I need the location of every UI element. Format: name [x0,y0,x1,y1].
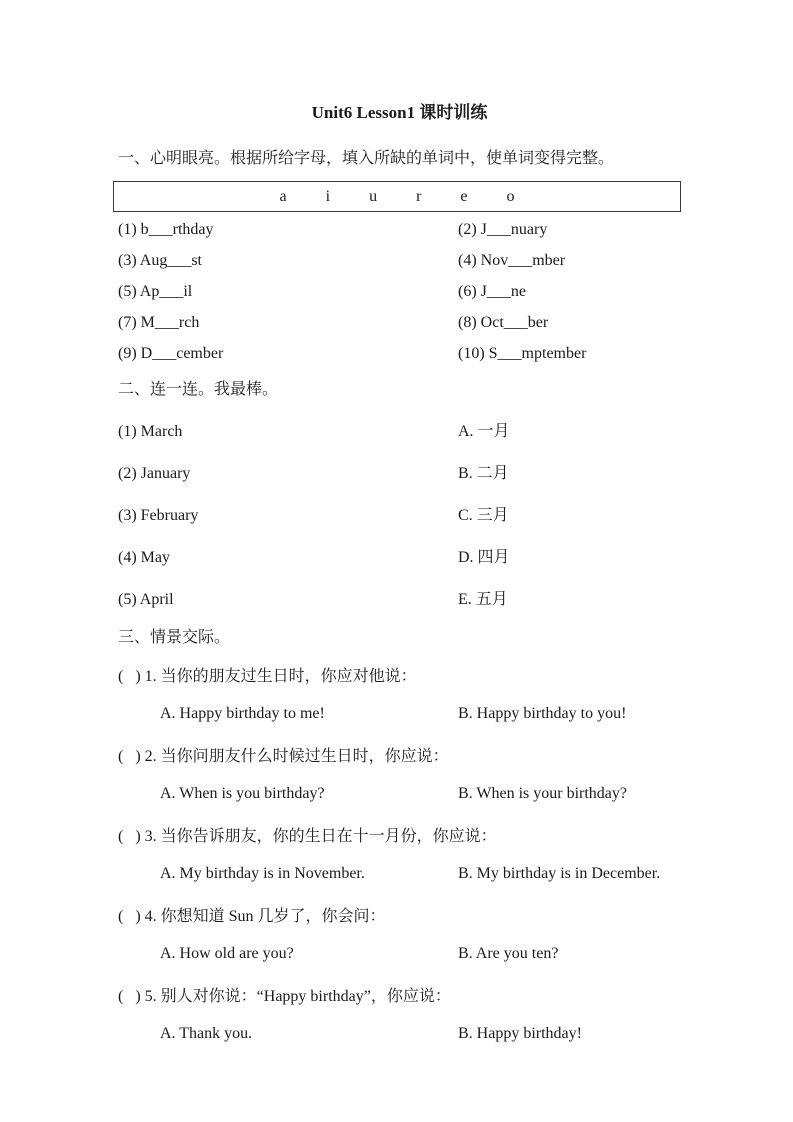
dialogue-question-list [118,668,681,1042]
fill-in-item: (4) Nov___mber [458,252,566,269]
question-2: ( ) 2. 当你问朋友什么时候过生日时，你应说： [118,748,449,765]
fill-in-row [118,222,681,238]
section3-heading: 三、情景交际。 [118,629,231,646]
matching-right: B. 二月 [458,465,509,482]
fill-in-item: (7) M___rch [118,314,200,331]
matching-right: C. 三月 [458,507,509,524]
question-2-options [118,785,681,802]
fill-in-row [118,315,681,331]
section1-heading: 一、心明眼亮。根据所给字母，填入所缺的单词中，使单词变得完整。 [118,150,615,167]
matching-row [118,591,681,608]
matching-left: (2) January [118,465,191,482]
matching-row [118,423,681,440]
option-a: A. Happy birthday to me! [160,705,325,722]
letter-bank-item: a [279,187,287,205]
option-a: A. When is you birthday? [160,785,325,802]
matching-list [118,423,681,608]
letter-bank-item: u [369,187,378,205]
page-title: Unit6 Lesson1 课时训练 [311,103,488,122]
letter-bank [113,181,681,212]
option-b: B. When is your birthday? [458,785,628,802]
matching-right: E. 五月 [458,591,508,608]
matching-left: (4) May [118,549,170,566]
fill-in-item: (1) b___rthday [118,221,214,238]
question-4: ( ) 4. 你想知道 Sun 几岁了，你会问： [118,908,386,925]
option-b: B. My birthday is in December. [458,865,661,882]
matching-right: A. 一月 [458,423,510,440]
letter-bank-item: e [460,187,468,205]
option-a: A. My birthday is in November. [160,865,365,882]
question-5: ( ) 5. 别人对你说：“Happy birthday”，你应说： [118,988,451,1005]
option-b: B. Happy birthday! [458,1025,582,1042]
matching-left: (1) March [118,423,183,440]
question-3-options [118,865,681,882]
fill-in-row [118,253,681,269]
question-5-options [118,1025,681,1042]
fill-in-item: (5) Ap___il [118,283,193,300]
section2-heading: 二、连一连。我最棒。 [118,381,279,398]
matching-row [118,507,681,524]
fill-in-item: (10) S___mptember [458,345,587,362]
matching-left: (3) February [118,507,199,524]
matching-left: (5) April [118,591,174,608]
question-3: ( ) 3. 当你告诉朋友，你的生日在十一月份，你应说： [118,828,497,845]
fill-in-item: (9) D___cember [118,345,224,362]
fill-in-item: (2) J___nuary [458,221,548,238]
fill-in-list [118,222,681,362]
option-b: B. Happy birthday to you! [458,705,627,722]
question-1-options [118,705,681,722]
letter-bank-item: r [416,187,422,205]
fill-in-item: (8) Oct___ber [458,314,549,331]
option-a: A. Thank you. [160,1025,253,1042]
option-b: B. Are you ten? [458,945,559,962]
question-1: ( ) 1. 当你的朋友过生日时，你应对他说： [118,668,417,685]
letter-bank-item: o [506,187,515,205]
fill-in-row [118,346,681,362]
matching-row [118,465,681,482]
letter-bank-item: i [325,187,331,205]
option-a: A. How old are you? [160,945,294,962]
matching-row [118,549,681,566]
fill-in-item: (6) J___ne [458,283,526,300]
fill-in-row [118,284,681,300]
question-4-options [118,945,681,962]
matching-right: D. 四月 [458,549,510,566]
fill-in-item: (3) Aug___st [118,252,202,269]
